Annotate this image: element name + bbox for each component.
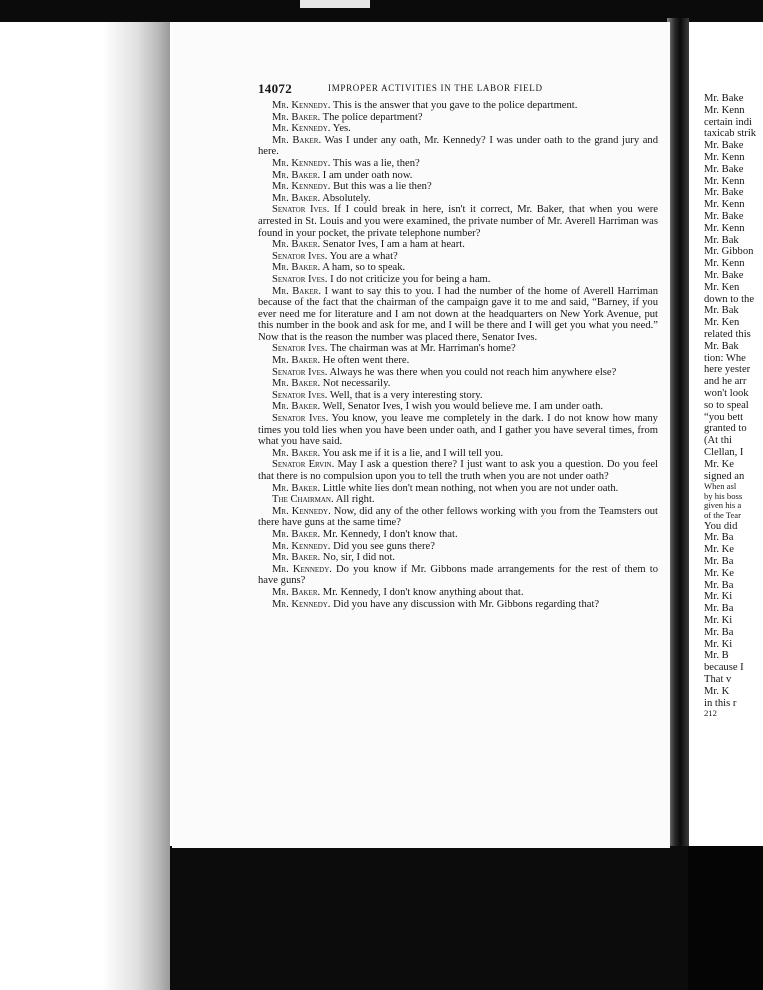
facing-page-line: Mr. K <box>704 685 730 697</box>
facing-page-line: Mr. Bake <box>704 210 744 222</box>
speech-text: If I could break in here, isn't it correct, Mr. Baker, that when you were arrested in St. Louis and you were examined, the private number of Mr. Averell Harriman was found in your pocket, the private telephone number? <box>258 204 658 239</box>
speech-text: Mr. Kennedy, I don't know anything about that. <box>320 586 524 598</box>
speech-text: Not necessarily. <box>320 378 391 390</box>
transcript-paragraph <box>258 459 658 482</box>
speech-text: Senator Ives, I am a ham at heart. <box>320 239 465 251</box>
facing-page-line: Mr. Bake <box>704 269 744 281</box>
transcript-paragraph <box>258 483 658 495</box>
speech-text: The chairman was at Mr. Harriman's home? <box>327 343 516 355</box>
speech-text: Mr. Kennedy, I don't know that. <box>320 528 458 540</box>
facing-page-fragment <box>689 22 763 846</box>
facing-page-line: Mr. Bake <box>704 140 744 152</box>
facing-page-line: You did <box>704 520 738 532</box>
speaker-name: Mr. Baker. <box>272 552 321 564</box>
transcript-paragraph <box>258 494 658 506</box>
speaker-name: The Chairman. <box>272 494 334 506</box>
speech-text: All right. <box>333 494 375 506</box>
page-number: 14072 <box>258 81 292 96</box>
transcript-paragraph <box>258 367 658 379</box>
transcript-paragraph <box>258 506 658 529</box>
speech-text: Yes. <box>330 123 351 135</box>
transcript-paragraph <box>258 564 658 587</box>
facing-page-line: Mr. Kenn <box>704 104 745 116</box>
facing-page-line: Mr. Kenn <box>704 151 745 163</box>
speaker-name: Senator Ives. <box>272 366 328 378</box>
speaker-name: Mr. Baker. <box>272 378 321 390</box>
facing-page-line: Mr. Ki <box>704 615 733 627</box>
speech-text: Absolutely. <box>320 192 371 204</box>
facing-page-line: Mr. Bak <box>704 234 739 246</box>
facing-page-line: Mr. Ba <box>704 579 734 591</box>
facing-page-line: 212 <box>704 708 717 719</box>
page-header <box>258 81 658 97</box>
speech-text: Well, that is a very interesting story. <box>327 389 483 401</box>
speech-text: Now, did any of the other fellows working with you from the Teamsters out there have guns at the same time? <box>258 505 658 529</box>
facing-page-line: related this <box>704 328 751 340</box>
left-page <box>172 22 670 848</box>
facing-page-line: Mr. Ba <box>704 603 734 615</box>
speaker-name: Mr. Baker. <box>272 169 321 181</box>
facing-page-line: given his a <box>704 500 742 511</box>
transcript-paragraph <box>258 343 658 355</box>
facing-page-line: here yester <box>704 364 751 376</box>
facing-page-line: When asl <box>704 481 737 492</box>
facing-page-line: won't look <box>704 387 749 399</box>
speaker-name: Mr. Baker. <box>272 285 321 297</box>
speech-text: Do you know if Mr. Gibbons made arrangements for the rest of them to have guns? <box>258 563 658 587</box>
transcript-paragraph <box>258 541 658 553</box>
transcript-body <box>258 100 658 610</box>
transcript-paragraph <box>258 390 658 402</box>
facing-page-line: Mr. Bake <box>704 187 744 199</box>
speaker-name: Senator Ives. <box>272 389 328 401</box>
speech-text: Well, Senator Ives, I wish you would believe me. I am under oath. <box>320 401 604 413</box>
transcript-paragraph <box>258 193 658 205</box>
speech-text: May I ask a question there? I just want to ask you a question. Do you feel that there is no compulsion upon you to tell the truth when you are not under oath? <box>258 459 658 482</box>
facing-page-line: by his boss <box>704 490 743 501</box>
facing-page-line: granted to <box>704 423 747 435</box>
speaker-name: Mr. Baker. <box>272 262 321 274</box>
transcript-paragraph <box>258 448 658 460</box>
transcript-paragraph <box>258 170 658 182</box>
transcript-paragraph <box>258 239 658 251</box>
speech-text: I am under oath now. <box>320 169 413 181</box>
facing-page-line: in this r <box>704 697 737 709</box>
speaker-name: Mr. Baker. <box>272 355 321 367</box>
speech-text: I want to say this to you. I had the number of the home of Averell Harriman because of the fact that the chairman of the campaign gave it to me and said, “Barney, if you ever need me for literature and I am not down at the headquarters on New York Avenue, put this number in the book and ask for me, and I will be there and I will get you what you need.” Now that is the reason the number was placed there, Senator Ives. <box>258 285 658 343</box>
speaker-name: Mr. Baker. <box>272 586 321 598</box>
book-spine-shadow <box>667 18 689 848</box>
transcript-paragraph <box>258 112 658 124</box>
facing-page-line: Mr. Ba <box>704 556 734 568</box>
transcript-paragraph <box>258 355 658 367</box>
facing-page-lines <box>704 93 763 719</box>
facing-page-line: Mr. Ki <box>704 638 733 650</box>
facing-page-line: Mr. Kenn <box>704 175 745 187</box>
transcript-paragraph <box>258 251 658 263</box>
speaker-name: Mr. Baker. <box>272 239 321 251</box>
facing-page-line: tion: Whe <box>704 352 746 364</box>
speech-text: This was a lie, then? <box>330 157 420 169</box>
speech-text: Was I under any oath, Mr. Kennedy? I was under oath to the grand jury and here. <box>258 134 658 158</box>
facing-page-line: Mr. Gibbon <box>704 246 754 258</box>
speech-text: You ask me if it is a lie, and I will tell you. <box>320 447 504 459</box>
facing-page-line: Mr. Ke <box>704 567 735 579</box>
facing-page-line: Mr. Ba <box>704 532 734 544</box>
transcript-paragraph <box>258 135 658 158</box>
facing-page-line: signed an <box>704 470 745 482</box>
speech-text: You know, you leave me completely in the dark. I do not know how many times you told lies when you have been under oath, and I gather you have several times, from what you have said. <box>258 413 658 448</box>
transcript-paragraph <box>258 286 658 344</box>
transcript-paragraph <box>258 274 658 286</box>
speech-text: No, sir, I did not. <box>320 552 396 564</box>
speech-text: This is the answer that you gave to the police department. <box>330 100 578 111</box>
speech-text: Little white lies don't mean nothing, not when you are not under oath. <box>320 482 619 494</box>
facing-page-line: Clellan, I <box>704 446 744 458</box>
transcript-paragraph <box>258 401 658 413</box>
speaker-name: Senator Ives. <box>272 343 328 355</box>
facing-page-line: Mr. Kenn <box>704 222 745 234</box>
facing-page-line: Mr. Ken <box>704 317 740 329</box>
facing-page-line: taxicab strik <box>704 128 757 140</box>
speaker-name: Senator Ives. <box>272 204 330 216</box>
transcript-paragraph <box>258 204 658 239</box>
transcript-paragraph <box>258 123 658 135</box>
scan-top-border <box>0 0 763 22</box>
facing-page-line: down to the <box>704 293 755 305</box>
scan-bottom-border <box>170 846 763 990</box>
speech-text: Did you have any discussion with Mr. Gibbons regarding that? <box>330 598 600 610</box>
speaker-name: Mr. Kennedy. <box>272 100 331 111</box>
speaker-name: Mr. Kennedy. <box>272 598 331 610</box>
speech-text: The police department? <box>320 111 423 123</box>
facing-page-line: because I <box>704 662 744 674</box>
speaker-name: Mr. Baker. <box>272 401 321 413</box>
speaker-name: Mr. Baker. <box>272 447 321 459</box>
facing-page-line: Mr. B <box>704 650 729 662</box>
facing-page-line: of the Tear <box>704 510 741 521</box>
transcript-paragraph <box>258 262 658 274</box>
running-head: IMPROPER ACTIVITIES IN THE LABOR FIELD <box>328 83 543 93</box>
speech-text: Did you see guns there? <box>330 540 435 552</box>
speaker-name: Mr. Kennedy. <box>272 540 331 552</box>
facing-page-line: Mr. Kenn <box>704 258 745 270</box>
facing-page-line: That v <box>704 674 732 686</box>
facing-page-line: (At thi <box>704 435 732 447</box>
speech-text: A ham, so to speak. <box>320 262 406 274</box>
speaker-name: Senator Ives. <box>272 413 329 425</box>
facing-page-line: Mr. Ki <box>704 591 733 603</box>
transcript-paragraph <box>258 552 658 564</box>
facing-page-line: Mr. Bak <box>704 305 739 317</box>
facing-page-line: Mr. Bake <box>704 93 744 104</box>
speech-text: You are a what? <box>327 250 398 262</box>
speaker-name: Mr. Baker. <box>272 134 322 146</box>
transcript-paragraph <box>258 413 658 448</box>
speaker-name: Senator Ives. <box>272 273 328 285</box>
speech-text: Always he was there when you could not reach him anywhere else? <box>327 366 617 378</box>
transcript-paragraph <box>258 529 658 541</box>
facing-page-line: so to speal <box>704 399 749 411</box>
facing-page-line: Mr. Bake <box>704 163 744 175</box>
facing-page-line: Mr. Kenn <box>704 199 745 211</box>
speaker-name: Senator Ervin. <box>272 459 335 471</box>
transcript-paragraph <box>258 158 658 170</box>
facing-page-line: Mr. Ken <box>704 281 740 293</box>
speaker-name: Mr. Kennedy. <box>272 181 331 193</box>
speaker-name: Senator Ives. <box>272 250 328 262</box>
scan-binding-notch <box>300 0 370 8</box>
facing-page-line: Mr. Bak <box>704 340 739 352</box>
speaker-name: Mr. Kennedy. <box>272 157 331 169</box>
scan-left-margin <box>0 22 170 990</box>
transcript-paragraph <box>258 100 658 112</box>
speech-text: I do not criticize you for being a ham. <box>327 273 491 285</box>
speaker-name: Mr. Kennedy. <box>272 123 331 135</box>
facing-page-line: and he arr <box>704 376 747 388</box>
facing-page-line: Mr. Ba <box>704 626 734 638</box>
speech-text: He often went there. <box>320 355 410 367</box>
speaker-name: Mr. Kennedy. <box>272 505 331 517</box>
speaker-name: Mr. Baker. <box>272 111 321 123</box>
speaker-name: Mr. Baker. <box>272 528 321 540</box>
speaker-name: Mr. Kennedy. <box>272 563 332 575</box>
facing-page-line: Mr. Ke <box>704 544 735 556</box>
transcript-paragraph <box>258 378 658 390</box>
transcript-paragraph <box>258 181 658 193</box>
facing-page-line: Mr. Ke <box>704 458 735 470</box>
speaker-name: Mr. Baker. <box>272 192 321 204</box>
facing-page-line: certain indi <box>704 116 752 128</box>
speech-text: But this was a lie then? <box>330 181 432 193</box>
transcript-paragraph <box>258 587 658 599</box>
speaker-name: Mr. Baker. <box>272 482 321 494</box>
facing-page-line: “you bett <box>704 411 744 423</box>
transcript-paragraph <box>258 599 658 611</box>
scan-bottom-right-border <box>688 846 763 990</box>
